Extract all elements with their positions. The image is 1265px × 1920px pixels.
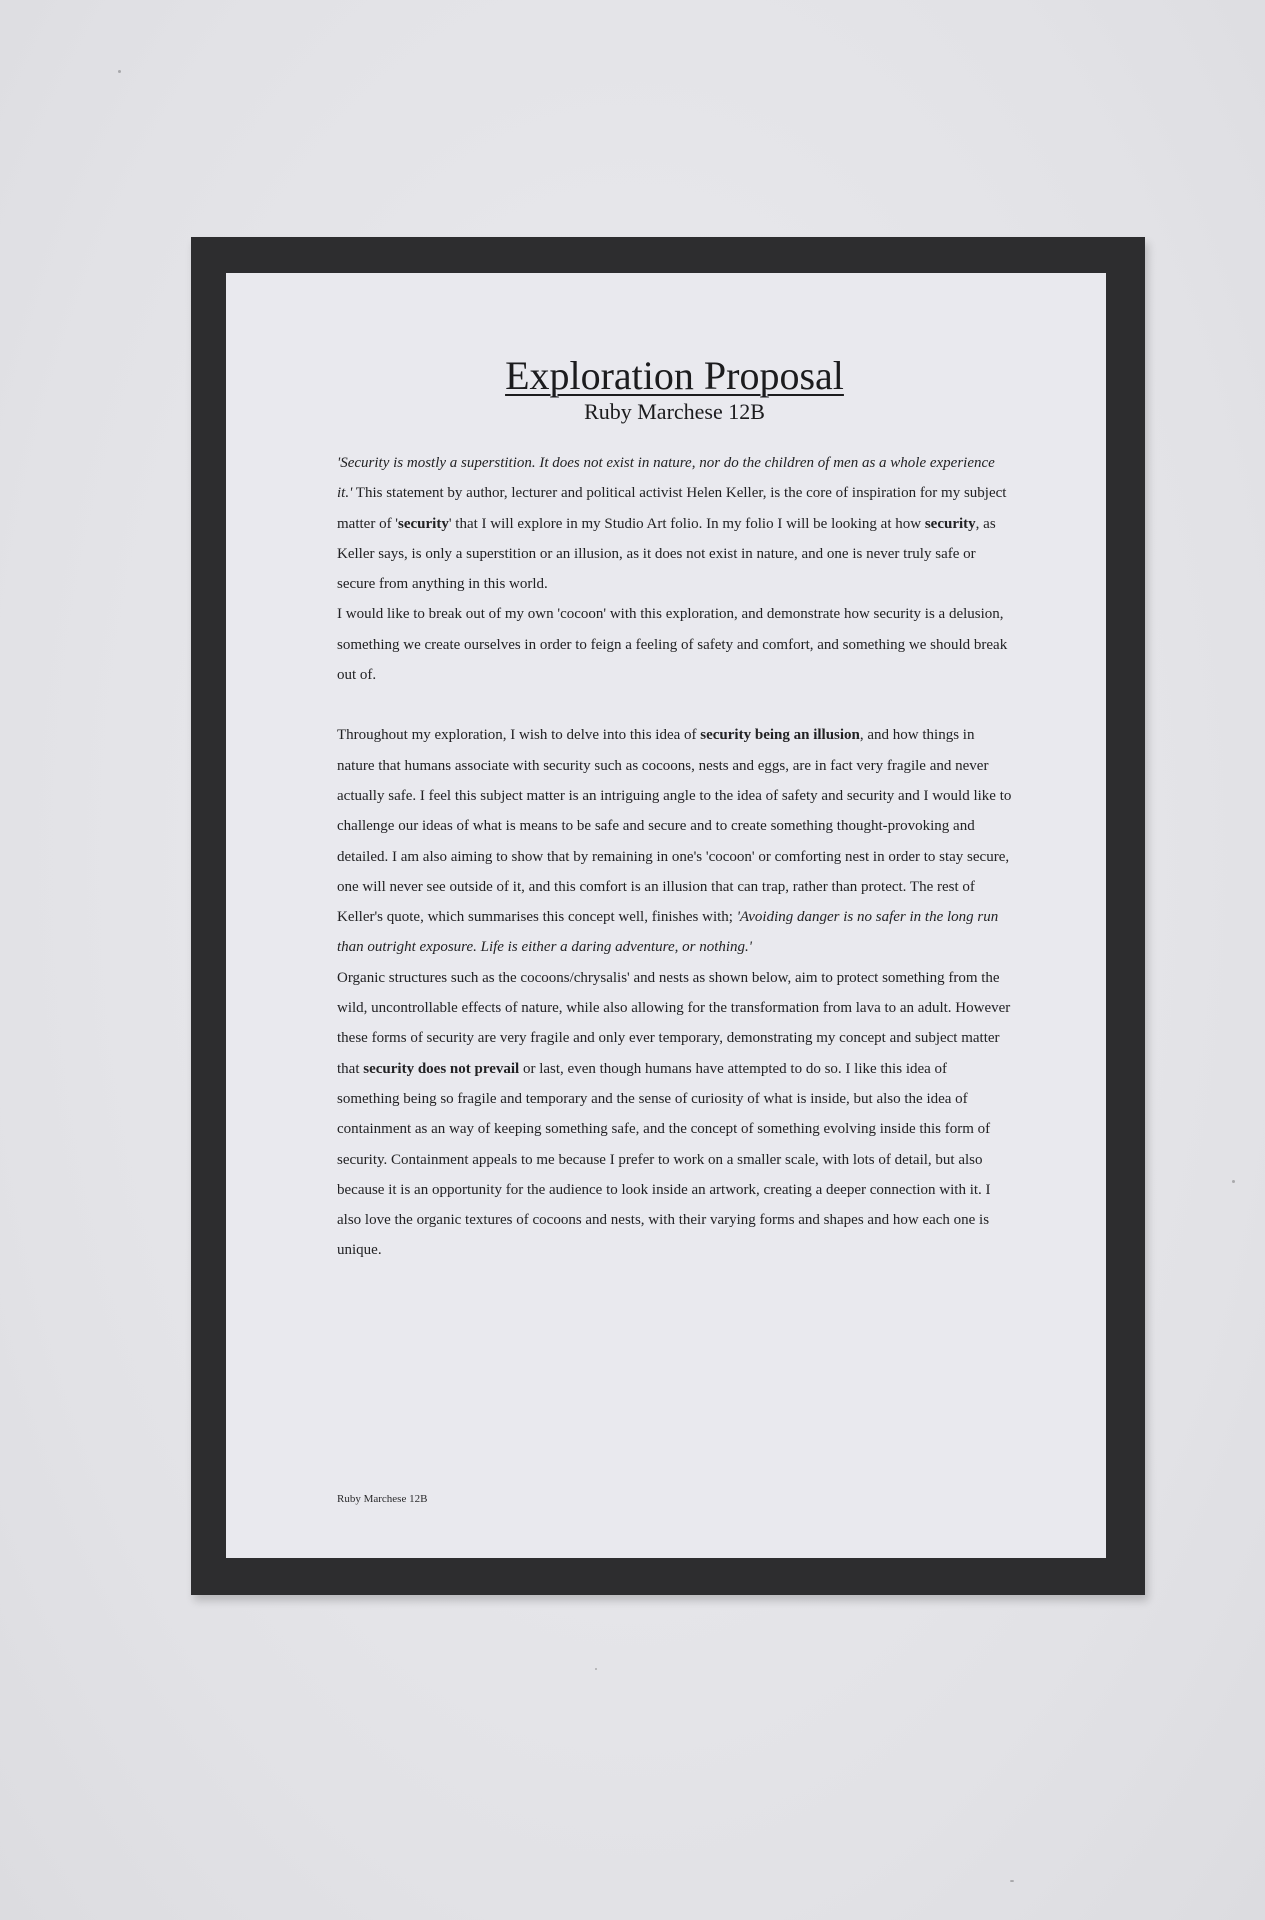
paper-sheet xyxy=(226,273,1106,1558)
board-speck xyxy=(1232,1180,1235,1183)
text-segment: ' that I will explore in my Studio Art folio. In my folio I will be looking at how xyxy=(448,515,925,532)
bold-text-segment: security does not prevail xyxy=(363,1060,520,1077)
bold-text-segment: security xyxy=(398,515,449,532)
text-segment: , and how things in nature that humans associate with security such as cocoons, nests and eggs, are in fact very fragile and never actually safe. I feel this subject matter is an intriguing angle to the idea of safety and security and I would like to challenge our ideas of what is means to be safe and secure and to create something thought-provoking and detailed. I am also aiming to show that by remaining in one's 'cocoon' or comforting nest in order to stay secure, one will never see outside of it, and this comfort is an illusion that can trap, rather than protect. The rest of Keller's quote, which summarises this concept well, finishes with; xyxy=(337,727,1012,926)
bold-text-segment: security xyxy=(924,515,976,532)
black-mount-frame xyxy=(191,237,1145,1595)
author-subtitle: Ruby Marchese 12B xyxy=(584,399,765,424)
board-speck xyxy=(595,1668,597,1670)
body-paragraph xyxy=(337,599,1012,690)
bold-text-segment: security being an illusion xyxy=(700,727,860,744)
text-segment: I would like to break out of my own 'cocoon' with this exploration, and demonstrate how security is a delusion, something we create ourselves in order to feign a feeling of safety and comfort, and something we should break out of. xyxy=(337,606,1008,684)
body-paragraph xyxy=(337,720,1012,962)
text-segment: This statement by author, lecturer and political activist Helen Keller, is the core of inspiration for my subject matter of ' xyxy=(337,485,1007,532)
board-speck xyxy=(118,70,121,73)
proposal-body xyxy=(337,448,1012,1266)
italic-text-segment: 'Avoiding danger is no safer in the long run than outright exposure. Life is either a daring adventure, or nothing.' xyxy=(337,909,999,956)
text-segment: , as Keller says, is only a superstition or an illusion, as it does not exist in nature, and one is never truly safe or secure from anything in this world. xyxy=(337,515,996,593)
footer-author: Ruby Marchese 12B xyxy=(337,1493,428,1505)
page-title: Exploration Proposal xyxy=(505,353,844,398)
text-segment: Organic structures such as the cocoons/chrysalis' and nests as shown below, aim to protect something from the wild, uncontrollable effects of nature, while also allowing for the transformation from lava to an adult. However these forms of security are very fragile and only ever temporary, demonstrating my concept and subject matter that xyxy=(337,969,1011,1077)
italic-text-segment: 'Security is mostly a superstition. It does not exist in nature, nor do the children of men as a whole experience it.' xyxy=(337,455,995,502)
body-paragraph xyxy=(337,963,1012,1266)
body-paragraph xyxy=(337,448,1012,599)
text-segment: or last, even though humans have attempted to do so. I like this idea of something being so fragile and temporary and the sense of curiosity of what is inside, but also the idea of containment as an way of keeping something safe, and the concept of something evolving inside this form of security. Containment appeals to me because I prefer to work on a smaller scale, with lots of detail, but also because it is an opportunity for the audience to look inside an artwork, creating a deeper connection with it. I also love the organic textures of cocoons and nests, with their varying forms and shapes and how each one is unique. xyxy=(337,1060,991,1259)
board-speck xyxy=(1010,1880,1014,1882)
paragraph-gap xyxy=(337,690,1012,720)
text-segment: Throughout my exploration, I wish to delve into this idea of xyxy=(337,727,701,744)
